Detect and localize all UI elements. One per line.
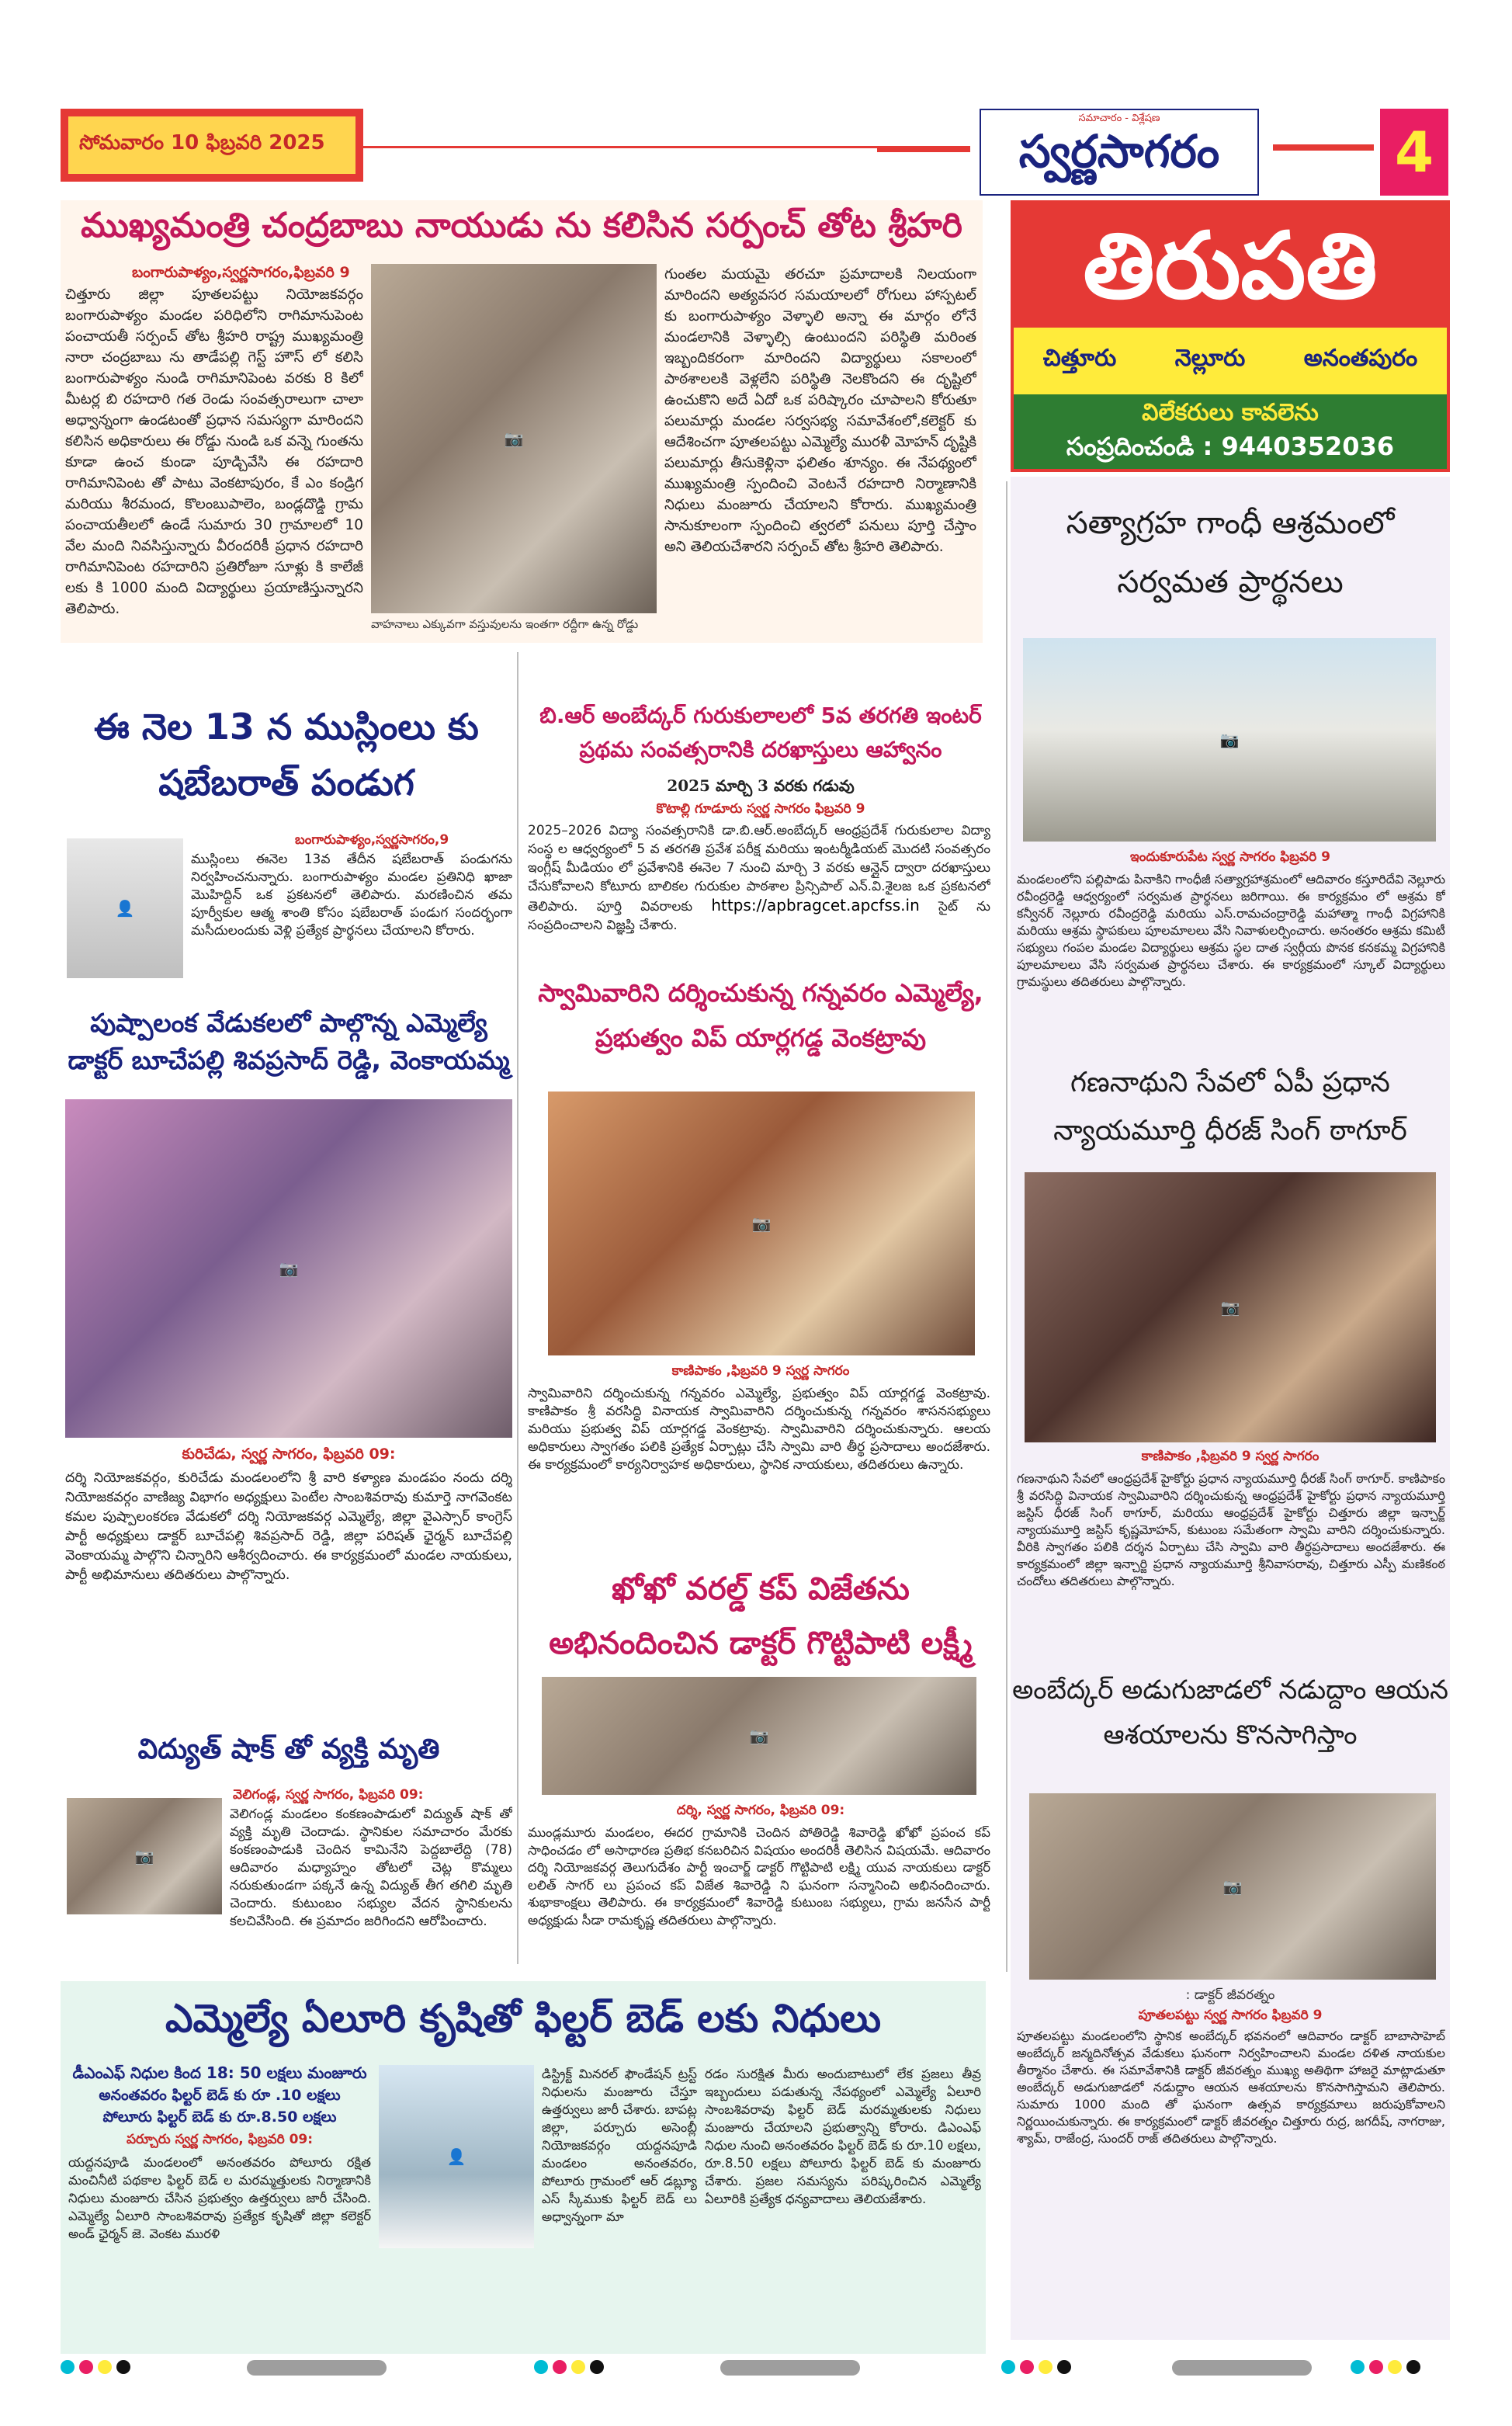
swamy-body: స్వామివారిని దర్శించుకున్న గన్నవరం ఎమ్మెల్యే, ప్రభుత్వం విప్ యార్లగడ్డ వెంకట్రావు. కాణిపాకం శ్రీ వరసిద్ధి వినాయక స్వామివారిని దర్శించుకున్న గన్నవరం శాసనసభ్యులు మరియు ప్రభుత్వ విప్ యార్లగడ్డ వెంకట్రావు. స్వామివారిని దర్శించుకున్నారు. ఆలయ అధికారులు స్వాగతం పలికి ప్రత్యేక ఏర్పాట్లు చేసి స్వామి వారి తీర్థ ప్రసాదాలు అందజేశారు. ఈ కార్యక్రమంలో కార్యనిర్వాహక అధికారులు, స్థానిక నాయకులు, తదితరులు ఉన్నారు.	[528, 1386, 990, 1473]
reg-dots-4	[1351, 2360, 1425, 2377]
photo-icon: 📷	[1220, 1298, 1240, 1317]
khokho-body: ముండ్లమూరు మండలం, ఈదర గ్రామానికి చెందిన పోతిరెడ్డి శివారెడ్డి ఖోఖో ప్రపంచ కప్ సాధించడం లో అసాధారణ ప్రతిభ కనబరిచిన విషయం అందరికీ తెలిసిన విషయమే. ఆదివారం దర్శి నియోజకవర్గ తెలుగుదేశం పార్టీ ఇంచార్జ్ డాక్టర్ గొట్టిపాటి లక్ష్మి యువ నాయకులు డాక్టర్ లలిత్ సాగర్ లు ప్రపంచ కప్ విజేత శివారెడ్డి ని ఘనంగా సన్మానించి అభినందించారు. శుభాకాంక్షలు తెలిపారు. ఈ కార్యక్రమంలో శివారెడ్డి కుటుంబ సభ్యులు, గ్రామ జనసేన పార్టీ అధ్యక్షుడు సీడా రామకృష్ణ తదితరులు పాల్గొన్నారు.	[528, 1825, 990, 1928]
gurukul-body	[528, 821, 990, 953]
header-rule-left-2	[877, 146, 970, 152]
reg-dots-1	[61, 2360, 135, 2377]
person-icon: 👤	[446, 2147, 466, 2166]
pushpa-photo	[65, 1099, 512, 1438]
lead-body-col1: చిత్తూరు జిల్లా పూతలపట్టు నియోజకవర్గం బంగారుపాళ్యం మండల పరిధిలోని రాగిమానుపెంట పంచాయతీ సర్పంచ్ తోట శ్రీహరి రాష్ట్ర ముఖ్యమంత్రి నారా చంద్రబాబు ను తాడేపల్లి గెస్ట్ హౌస్ లో కలిసి బంగారుపాళ్యం నుండి రాగిమానిపెంట వరకు 8 కిలో మీటర్ల బి రహదారి గత రెండు సంవత్సరాలుగా చాలా అధ్వాన్నంగా ఉండటంతో ప్రధాన సమస్యగా మారిందని కలిసిన అధికారులు ఈ రోడ్డు నుండి ఒక వన్నె గుంతను కూడా ఉంచ కుండా పూడ్చివేసి ఈ రహదారి రాగిమానిపెంట తో పాటు వెంకటాపురం, కే ఎం కండ్రిగ మరియు శీరమంద, కొలంబుపాలెం, బండ్లదొడ్డి గ్రామ పంచాయతీలలో ఉండే సుమారు 30 గ్రామాలలో 10 వేల మంది నివసిస్తున్నారు వీరందరికీ ప్రధాన రహదారి రాగిమానిపెంట రహదారిని ప్రతిరోజూ సూళ్లు కి కాలేజీ లకు కి 1000 మంది విద్యార్థులు ప్రయాణిస్తున్నారని తెలిపారు.	[65, 286, 363, 617]
bottom-photo	[379, 2065, 534, 2248]
page-number-box	[1380, 109, 1448, 196]
judge-body: గణనాథుని సేవలో ఆంధ్రప్రదేశ్ హైకోర్టు ప్రధాన న్యాయమూర్తి ధీరజ్ సింగ్ ఠాగూర్. కాణిపాకం శ్రీ వరసిద్ధి వినాయక స్వామివారిని దర్శించుకున్న ఆంధ్రప్రదేశ్ హైకోర్టు ప్రధాన న్యాయమూర్తి జస్టిస్ ధీరజ్ సింగ్ ఠాగూర్, మరియు ఆంధ్రప్రదేశ్ హైకోర్టు చిత్తూరు జిల్లా ఇన్చార్జ్ న్యాయమూర్తి జస్టిస్ కృష్ణమోహన్, కుటుంబ సమేతంగా స్వామి వారిని దర్శించుకున్నారు. వీరికి స్వాగతం పలికి దర్శన ఏర్పాటు చేసి స్వామి వారి తీర్థప్రసాదాలు అందజేశారు. ఈ కార్యక్రమంలో జిల్లా ఇన్చార్జి ప్రధాన న్యాయమూర్తి శ్రీనివాసరావు, చిత్తూరు ఎస్పీ మణికంఠ చందోలు తదితరులు పాల్గొన్నారు.	[1017, 1471, 1445, 1588]
header-date: సోమవారం 10 ఫిబ్రవరి 2025	[79, 131, 325, 154]
reg-bar-2	[720, 2360, 860, 2376]
city-banner	[1011, 200, 1450, 472]
shab-body: ముస్లింలు ఈనెల 13వ తేదీన షబేబరాత్ పండుగను నిర్వహించనున్నారు. బంగారుపాళ్యం మండల ప్రతినిధి ఖాజా మొహిద్దిన్ ఒక ప్రకటనలో తెలిపారు. మరణించిన తమ పూర్వీకుల ఆత్మ శాంతి కోసం షబేబరాత్ పండుగ సందర్భంగా మసీదులందుకు వెళ్లి ప్రత్యేక ప్రార్థనలు చేయాలని కోరారు.	[191, 852, 512, 939]
photo-icon: 📷	[1219, 731, 1240, 749]
ambedkar-photo-caption: : డాక్టర్ జీవరత్నం	[1185, 1987, 1275, 2003]
judge-photo	[1025, 1172, 1436, 1442]
bottom-body-col1: యద్దనపూడి మండలంలో అనంతవరం పోలూరు రక్షిత మంచినీటి పథకాల ఫిల్టర్ బెడ్ ల మరమ్మత్తులకు నిర్మాణానికి నిధులు మంజూరు చేసిన ప్రభుత్వం ఉత్తర్వులు జారీ చేసింది. ఎమ్మెల్యే ఏలూరి సాంబశివరావు ప్రత్యేక కృషితో జిల్లా కలెక్టర్ అండ్ ఛైర్మన్ జె. వెంకట మురళి	[68, 2155, 371, 2241]
shock-body: వెలిగండ్ల మండలం కంకణంపాడులో విద్యుత్ షాక్ తో వ్యక్తి మృతి చెందాడు. స్థానికుల సమాచారం మేరకు కంకణంపాడుకి చెందిన కామినేని పెద్దబాలేద్ది (78) ఆదివారం మధ్యాహ్నం తోటలో చెట్ల కొమ్మలు నరుకుతుండగా పక్కనే ఉన్న విద్యుత్ తీగ తగిలి మృతి చెందారు. కుటుంబం సభ్యుల వేదన స్థానికులను కలచివేసింది. ఈ ప్రమాదం జరిగిందని ఆరోపించారు.	[230, 1806, 512, 1929]
header-rule-left	[363, 146, 961, 148]
khokho-caption: దర్శి, స్వర్ణ సాగరం, ఫిబ్రవరి 09:	[676, 1803, 845, 1818]
shock-dateline: వెలిగండ్ల, స్వర్ణ సాగరం, ఫిబ్రవరి 09:	[233, 1787, 424, 1803]
gandhi-caption: ఇందుకూరుపేట స్వర్ణ సాగరం ఫిబ్రవరి 9	[1130, 849, 1330, 865]
lead-body-col2: గుంతల మయమై తరచూ ప్రమాదాలకి నిలయంగా మారిందని అత్యవసర సమయాలలో రోగులు హాస్పటల్ కు బంగారుపాళ్యం వెళ్ళాలి అన్నా ఈ మార్గం లోనే మండలానికి వెళ్ళాల్సి ఉంటుందని పరిస్థితి మరింత ఇబ్బందికరంగా మారిందని విద్యార్థులు సకాలంలో పాఠశాలలకి వెళ్లలేని పరిస్థితి నెలకొందని ఈ దృష్టిలో ఉంచుకొని అదే ఏదో ఒక పరిష్కారం చూపాలని కోరుతూ పలుమార్లు మండల సర్వసభ్య సమావేశంలో,కలెక్టర్ కు ఆదేశించగా పూతలపట్టు ఎమ్మెల్యే మురళీ మోహన్ దృష్టికి పలుమార్లు తీసుకెళ్లినా ఫలితం శూన్యం. ఈ నేపథ్యంలో ముఖ్యమంత్రి స్పందించి వెంటనే రహదారి నిర్మాణానికి నిధులు మంజూరు చేయాలని కోరారు. ముఖ్యమంత్రి సానుకూలంగా స్పందించి త్వరలో పనులు పూర్తి చేస్తాం అని తెలియచేశారని సర్పంచ్ తోట శ్రీహరి తెలిపారు.	[664, 266, 976, 555]
judge-headline: గణనాథుని సేవలో ఏపీ ప్రధాన న్యాయమూర్తి ధీరజ్ సింగ్ ఠాగూర్	[1053, 1067, 1407, 1147]
masthead-name: స్వర్ణసాగరం	[1018, 125, 1220, 178]
divider-2	[1006, 481, 1007, 1972]
gurukul-url-link[interactable]: https://apbragcet.apcfss.in	[711, 896, 920, 915]
bottom-sub1: డీఎంఎఫ్ నిధుల కింద 18: 50 లక్షలు మంజూరు	[72, 2063, 367, 2082]
photo-icon: 📷	[749, 1727, 769, 1745]
page-number: 4	[1394, 120, 1434, 185]
khokho-headline: ఖోఖో వరల్డ్ కప్ విజేతను అభినందించిన డాక్టర్ గొట్టిపాటి లక్ష్మీ	[549, 1571, 973, 1661]
bottom-body-col3: రడం సురక్షిత మీరు అందుబాటులో లేక ప్రజలు తీవ్ర ఇబ్బందులు పడుతున్న నేపథ్యంలో ఎమ్మెల్యే ఏలూరి సాంబశివరావు ఫిల్టర్ బెడ్ మరమ్మతులకు నిధులు మంజూరు చేయాలని ప్రభుత్వాన్ని కోరారు. డిఎంఎఫ్ నిధుల నుంచి అనంతవరం ఫిల్టర్ బెడ్ కు రూ.10 లక్షలు, రూ.8.50 లక్షలు పోలూరు ఫిల్టర్ బెడ్ కు మంజూరు చేశారు. ప్రజల సమస్యను పరిష్కరించిన ఎమ్మెల్యే ఏలూరికి ప్రత్యేక ధన్యవాదాలు తెలియజేశారు.	[705, 2067, 981, 2206]
photo-icon: 📷	[1222, 1877, 1243, 1896]
contact-text: సంప్రదించండి : 9440352036	[1066, 432, 1395, 461]
photo-icon: 📷	[504, 429, 524, 448]
lead-dateline: బంగారుపాళ్యం,స్వర్ణసాగరం,ఫిబ్రవరి 9	[132, 264, 350, 281]
wanted-band	[1014, 394, 1447, 469]
ambedkar-headline: అంబేద్కర్ అడుగుజాడలో నడుద్దాం ఆయన ఆశయాలను కొనసాగిస్తాం	[1012, 1675, 1448, 1751]
bottom-sub2: అనంతవరం ఫిల్టర్ బెడ్ కు రూ .10 లక్షలు	[99, 2087, 341, 2104]
photo-icon: 📷	[751, 1214, 772, 1233]
shock-headline: విద్యుత్ షాక్ తో వ్యక్తి మృతి	[137, 1734, 440, 1765]
masthead-tagline: సమాచారం - విశ్లేషణ	[1078, 113, 1160, 124]
header-date-inner	[68, 116, 355, 174]
ambedkar-dateline: పూతలపట్టు స్వర్ణ సాగరం ఫిబ్రవరి 9	[1138, 2008, 1323, 2023]
gurukul-subhead: 2025 మార్చి 3 వరకు గడువు	[667, 776, 855, 795]
ambedkar-photo	[1029, 1793, 1436, 1980]
photo-icon: 📷	[279, 1259, 299, 1278]
judge-caption: కాణిపాకం ,ఫిబ్రవరి 9 స్వర్ణ సాగరం	[1141, 1449, 1320, 1464]
district-anantapur: అనంతపురం	[1303, 345, 1418, 372]
shock-photo	[67, 1798, 222, 1914]
shab-photo	[67, 838, 183, 978]
divider-1	[517, 652, 518, 1964]
district-row	[1014, 328, 1447, 394]
gurukul-body-end: సైట్ ను సంప్రదించాలని విజ్ఞప్తి చేశారు.	[528, 899, 990, 933]
gandhi-body: మండలంలోని పల్లిపాడు పినాకిని గాంధీజీ సత్యాగ్రహాశ్రమంలో ఆదివారం కస్తూరిదేవి నెల్లూరు రవీంద్రరెడ్డి ఆధ్వర్యంలో సర్వమత ప్రార్థనలు జరిగాయి. ఈ కార్యక్రమం లో ఆశ్రమ కో కన్వీనర్ నెల్లూరు రవీంద్రరెడ్డి మరియు ఎస్.రామచంద్రారెడ్డి మహాత్మా గాంధీ విగ్రహానికి మరియు ఆశ్రమ స్థాపకులు పూలమాలలు వేసి నివాళులర్పించారు. అనంతరం ఆశ్రమ కమిటీ సభ్యులు గంపల మండల విద్యార్థులు ఆశ్రమ స్థల దాత స్వర్గీయ పొనక కనకమ్మ విగ్రహానికి పూలమాలలు వేసి సర్వమత ప్రార్థనలు చేశారు. ఈ కార్యక్రమంలో స్కూల్ విద్యార్థులు గ్రామస్థులు తదితరులు పాల్గొన్నారు.	[1017, 872, 1445, 989]
city-name: తిరుపతి	[1014, 203, 1447, 328]
khokho-photo	[542, 1677, 976, 1795]
reg-bar-3	[1172, 2360, 1312, 2376]
masthead-logo	[980, 109, 1259, 196]
lead-headline: ముఖ్యమంత్రి చంద్రబాబు నాయుడు ను కలిసిన సర్పంచ్ తోట శ్రీహరి	[81, 206, 962, 245]
gurukul-dateline: కొటాల్లి గూడూరు స్వర్ణ సాగరం ఫిబ్రవరి 9	[656, 801, 865, 817]
shab-headline: ఈ నెల 13 న ముస్లింలు కు షబేబరాత్ పండుగ	[94, 706, 479, 803]
district-nellore: నెల్లూరు	[1174, 345, 1246, 372]
pushpa-headline: పుష్పాలంక వేడుకలలో పాల్గొన్న ఎమ్మెల్యే డాక్టర్ బూచేపల్లి శివప్రసాద్ రెడ్డి, వెంకాయమ్మ	[68, 1008, 510, 1075]
reg-bar-1	[247, 2360, 387, 2376]
gandhi-photo	[1023, 638, 1436, 842]
ambedkar-body: పూతలపట్టు మండలంలోని స్థానిక అంబేద్కర్ భవనంలో ఆదివారం డాక్టర్ బాబాసాహెబ్ అంబేద్కర్ జన్మదినోత్సవ వేడుకలు ఘనంగా నిర్వహించాలని మండల దళిత నాయకుల తీర్మానం చేశారు. ఈ సమావేశానికి డాక్టర్ జీవరత్నం ముఖ్య అతిథిగా హాజరై మాట్లాడుతూ అంబేద్కర్ అడుగుజాడలో నడుద్దాం ఆయన ఆశయాలను కొనసాగిస్తామని తెలిపారు. సుమారు 1000 మంది తో ఘనంగా ఉత్సవ కార్యక్రమాలు జరుపుకోవాలని నిర్ణయించుకున్నారు. ఈ కార్యక్రమంలో డాక్టర్ జీవరత్నం చిత్తూరు రుద్ర, జగదీష్, నాగరాజు, శ్యామ్, రాజేంద్ర, సుందర్ రాజ్ తదితరులు పాల్గొన్నారు.	[1017, 2029, 1445, 2146]
swamy-headline: స్వామివారిని దర్శించుకున్న గన్నవరం ఎమ్మెల్యే, ప్రభుత్వం విప్ యార్లగడ్డ వెంకట్రావు	[538, 978, 983, 1053]
bottom-headline: ఎమ్మెల్యే ఏలూరి కృషితో ఫిల్టర్ బెడ్ లకు నిధులు	[165, 1996, 882, 2041]
header-rule-right	[1273, 144, 1374, 151]
reg-dots-3	[1001, 2360, 1076, 2377]
wanted-text: విలేకరులు కావలెను	[1142, 399, 1319, 426]
pushpa-caption: కురిచేడు, స్వర్ణ సాగరం, ఫిబ్రవరి 09:	[182, 1446, 396, 1463]
person-icon: 👤	[115, 899, 135, 918]
gurukul-body-text: 2025–2026 విద్యా సంవత్సరానికి డా.బి.ఆర్.అంబేద్కర్ ఆంధ్రప్రదేశ్ గురుకులాల విద్యా సంస్థ ల ఆధ్వర్యంలో 5 వ తరగతి ప్రవేశ పరీక్ష మరియు ఇంటర్మీడియట్ మొదటి సంవత్సరం ఇంగ్లీష్ మీడియం లో ప్రవేశానికి ఈనెల 7 నుంచి మార్చి 3 వరకు ఆన్లైన్ ద్వారా దరఖాస్తులు చేసుకోవాలని కోటూరు బాలికల గురుకుల పాఠశాల ప్రిన్సిపాల్ ఎన్.వి.శైలజ ఒక ప్రకటనలో తెలిపారు. పూర్తి వివరాలకు	[528, 823, 990, 915]
reg-dots-2	[534, 2360, 609, 2377]
swamy-caption: కాణిపాకం ,ఫిబ్రవరి 9 స్వర్ణ సాగరం	[671, 1363, 850, 1379]
photo-icon: 📷	[134, 1847, 154, 1865]
bottom-sub3: పోలూరు ఫిల్టర్ బెడ్ కు రూ.8.50 లక్షలు	[102, 2108, 337, 2126]
lead-photo	[371, 264, 657, 613]
district-chittoor: చిత్తూరు	[1042, 345, 1117, 372]
bottom-dateline: పర్చూరు స్వర్ణ సాగరం, ఫిబ్రవరి 09:	[126, 2132, 314, 2147]
shab-dateline: బంగారుపాళ్యం,స్వర్ణసాగరం,9	[295, 832, 449, 848]
swamy-photo	[548, 1092, 975, 1355]
bottom-body-col2: డిస్ట్రిక్ట్ మినరల్ ఫౌండేషన్ ట్రస్ట్ నిధులను మంజూరు చేస్తూ ఉత్తర్వులు జారీ చేశారు. బాపట్ల జిల్లా, పర్చూరు అసెంబ్లీ నియోజకవర్గం యద్దనపూడి మండలం అనంతవరం, పోలూరు గ్రామంలో ఆర్ డబ్ల్యూ ఎస్ స్కీముకు ఫిల్టర్ బెడ్ లు అధ్వాన్నంగా మా	[542, 2067, 697, 2224]
gurukul-headline: బి.ఆర్ అంబేద్కర్ గురుకులాలలో 5వ తరగతి ఇంటర్ ప్రథమ సంవత్సరానికి దరఖాస్తులు ఆహ్వానం	[539, 703, 982, 762]
gandhi-headline: సత్యాగ్రహ గాంధీ ఆశ్రమంలో సర్వమత ప్రార్థనలు	[1066, 505, 1395, 600]
lead-photo-caption: వాహనాలు ఎక్కువగా వస్తువులను ఇంతగా రద్దీగా ఉన్న రోడ్డు	[371, 617, 639, 631]
pushpa-body: దర్శి నియోజకవర్గం, కురిచేడు మండలంలోని శ్రీ వారి కళ్యాణ మండపం నందు దర్శి నియోజకవర్గం వాణిజ్య విభాగం అధ్యక్షులు పెంటేల సాంబశివరావు కుమార్తె నాగవెంకట కమల పుష్పాలంకరణ వేడుకలో దర్శి నియోజకవర్గ ఎమ్మెల్యే, జిల్లా వైఎస్సార్ కాంగ్రెస్ పార్టీ అధ్యక్షులు డాక్టర్ బూచేపల్లి శివప్రసాద్ రెడ్డి, జిల్లా పరిషత్ ఛైర్మన్ బూచేపల్లి వెంకాయమ్మ పాల్గొని చిన్నారిని ఆశీర్వదించారు. ఈ కార్యక్రమంలో మండల నాయకులు, పార్టీ అభిమానులు తదితరులు పాల్గొన్నారు.	[65, 1470, 512, 1583]
